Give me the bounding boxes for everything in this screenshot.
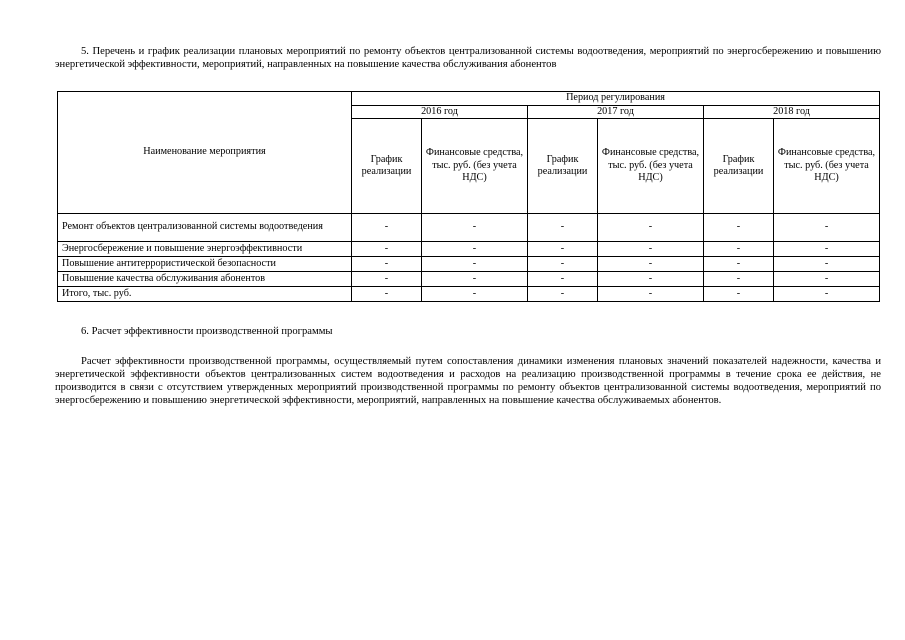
header-year-2018: 2018 год — [704, 105, 880, 119]
table-cell: - — [704, 257, 774, 272]
table-cell: - — [352, 214, 422, 242]
table-cell: - — [352, 287, 422, 302]
table-cell: - — [528, 287, 598, 302]
table-cell: - — [352, 242, 422, 257]
table-cell: - — [352, 272, 422, 287]
table-cell: - — [704, 242, 774, 257]
table-cell: - — [598, 242, 704, 257]
header-year-2017: 2017 год — [528, 105, 704, 119]
header-finance: Финансовые средства, тыс. руб. (без учета НДС) — [598, 119, 704, 214]
table-cell: - — [598, 214, 704, 242]
table-cell: - — [598, 257, 704, 272]
table-cell: - — [422, 257, 528, 272]
row-activity-name: Ремонт объектов централизованной системы водоотведения — [58, 214, 352, 242]
table-cell: - — [704, 214, 774, 242]
header-finance: Финансовые средства, тыс. руб. (без учета НДС) — [774, 119, 880, 214]
table-cell: - — [422, 242, 528, 257]
header-year-2016: 2016 год — [352, 105, 528, 119]
activities-table — [57, 91, 880, 302]
table-cell: - — [774, 272, 880, 287]
header-row-period — [58, 92, 880, 106]
section-6-heading: 6. Расчет эффективности производственной программы — [81, 326, 333, 337]
table-cell: - — [774, 242, 880, 257]
table-cell: - — [528, 242, 598, 257]
table-cell: - — [774, 287, 880, 302]
table-cell: - — [774, 214, 880, 242]
table-cell: - — [422, 214, 528, 242]
header-period: Период регулирования — [352, 92, 880, 106]
row-activity-name: Итого, тыс. руб. — [58, 287, 352, 302]
table-cell: - — [422, 272, 528, 287]
table-row-total — [58, 287, 880, 302]
row-activity-name: Повышение антитеррористической безопасности — [58, 257, 352, 272]
table-cell: - — [598, 272, 704, 287]
table-cell: - — [528, 257, 598, 272]
table-cell: - — [528, 272, 598, 287]
header-schedule: График реализации — [352, 119, 422, 214]
table-cell: - — [528, 214, 598, 242]
table-row — [58, 214, 880, 242]
row-activity-name: Энергосбережение и повышение энергоэффективности — [58, 242, 352, 257]
header-schedule: График реализации — [528, 119, 598, 214]
header-activity-name: Наименование мероприятия — [58, 92, 352, 214]
table-row — [58, 257, 880, 272]
header-schedule: График реализации — [704, 119, 774, 214]
section-6-paragraph: Расчет эффективности производственной программы, осуществляемый путем сопоставления динамики изменения плановых значений показателей надежности, качества и энергетической эффективности объектов централизованных систем водоотведения и расходов на реализацию производственной программы в течение срока ее действия, не производится в связи с отсутствием утвержденных мероприятий производственной программы по ремонту объектов централизованной системы водоотведения, мероприятий по энергосбережению и повышению энергетической эффективности, мероприятий, направленных на повышение качества обслуживаемых абонентов. — [55, 356, 881, 406]
table-row — [58, 272, 880, 287]
table-cell: - — [774, 257, 880, 272]
table-cell: - — [598, 287, 704, 302]
table-cell: - — [422, 287, 528, 302]
table-cell: - — [704, 272, 774, 287]
row-activity-name: Повышение качества обслуживания абонентов — [58, 272, 352, 287]
table-cell: - — [704, 287, 774, 302]
table-cell: - — [352, 257, 422, 272]
section-5-paragraph: 5. Перечень и график реализации плановых мероприятий по ремонту объектов централизованной системы водоотведения, мероприятий по энергосбережению и повышению энергетической эффективности, мероприятий, направленных на повышение качества обслуживания абонентов — [55, 46, 881, 70]
header-finance: Финансовые средства, тыс. руб. (без учета НДС) — [422, 119, 528, 214]
table-row — [58, 242, 880, 257]
